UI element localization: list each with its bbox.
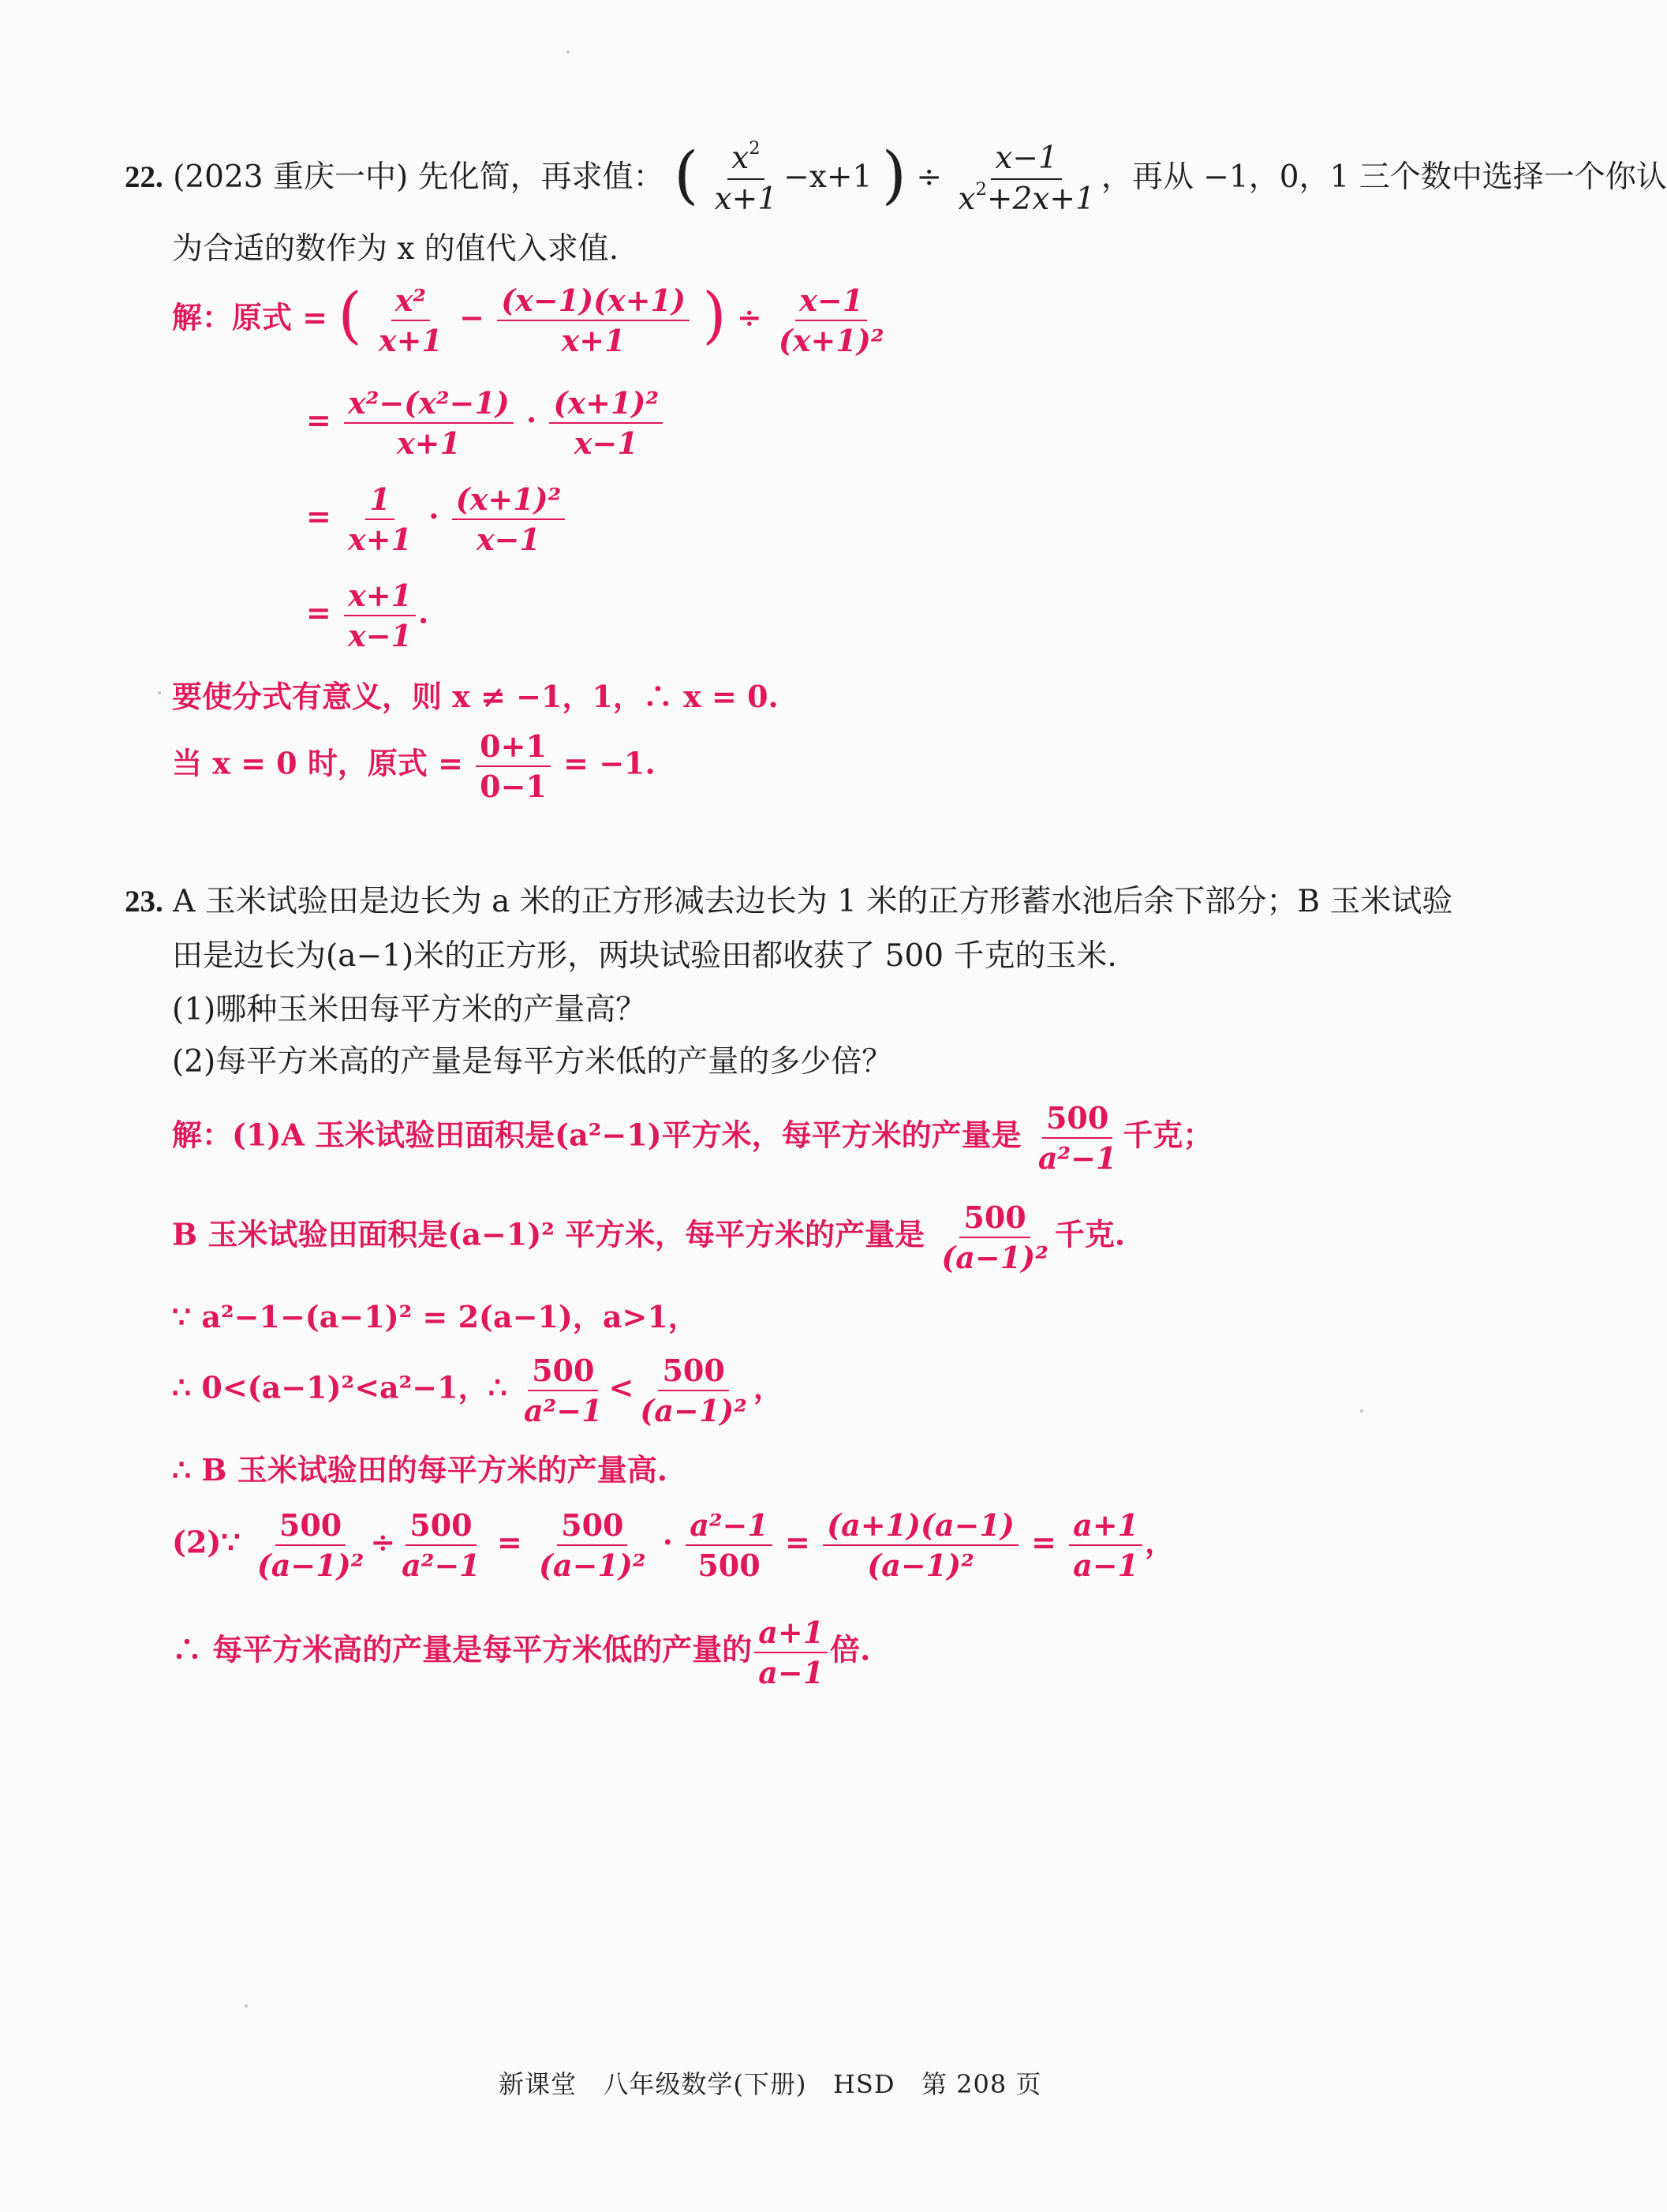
fraction: $\frac{500}{\text{(a−1)²}}$ (941, 1200, 1048, 1276)
question-23-line-2: 田是边长为(a−1)米的正方形，两块试验田都收获了 500 千克的玉米. (172, 938, 1117, 974)
solution-22-line-3 (306, 483, 567, 556)
solution-22-line-6 (172, 730, 656, 803)
equals-sign: = (306, 594, 331, 631)
fraction: $\frac{x+1}{x-1}$ (344, 579, 416, 652)
question-number: 23. (125, 885, 163, 919)
equals-sign: = (1031, 1524, 1056, 1560)
text: 解：(1)A 玉米试验田面积是(a²−1)平方米，每平方米的产量是 (172, 1117, 1022, 1153)
paren-left: ( (674, 138, 699, 212)
question-number: 22. (125, 160, 163, 195)
page-speck (158, 691, 161, 694)
solution-23-line-5: ∴ B 玉米试验田的每平方米的产量高. (172, 1452, 667, 1488)
page-speck (1360, 1409, 1363, 1413)
text: 千克； (1123, 1117, 1213, 1153)
fraction-x-minus-1-over-quadratic: $\frac{x-1}{x^2+2x+1}$ (958, 140, 1095, 218)
page-footer: 新课堂 八年级数学(下册) HSD 第 208 页 (499, 2069, 1042, 2099)
less-than: < (608, 1369, 634, 1405)
question-23-line-1 (125, 886, 1452, 917)
text: 当 x = 0 时，原式 = (172, 745, 463, 781)
text: 倍. (830, 1631, 871, 1667)
fraction: $\frac{\text{(x+1)²}}{x-1}$ (549, 387, 663, 459)
text: (2)∵ (172, 1524, 241, 1560)
fraction: $\frac{(x-1)(x+1)}{x+1}$ (497, 284, 690, 357)
solution-22-line-2 (306, 385, 665, 462)
divide-sign: ÷ (916, 159, 943, 196)
fraction: $\frac{500}{\text{(a−1)²}}$ (539, 1507, 646, 1584)
fraction: $\frac{0+1}{0-1}$ (476, 730, 551, 803)
fraction-x2-over-x-plus-1: $\frac{x^2}{x+1}$ (714, 137, 778, 218)
dot-sign: · (526, 402, 537, 438)
solution-22-line-4 (306, 579, 428, 652)
divide-sign: ÷ (370, 1524, 396, 1560)
text: ， (753, 1369, 783, 1405)
paren-right: ) (702, 280, 727, 352)
paren-right: ) (881, 138, 906, 212)
fraction: $\frac{1}{x+1}$ (348, 481, 413, 558)
solution-23-line-2 (172, 1201, 1125, 1274)
solution-23-line-1 (172, 1100, 1213, 1177)
fraction: $\frac{500}{\text{(a−1)²}}$ (256, 1507, 364, 1584)
page-speck (566, 51, 570, 54)
solution-22-line-5: 要使分式有意义，则 x ≠ −1，1，∴ x = 0. (172, 679, 779, 714)
fraction: $\frac{500}{\text{a²−1}}$ (524, 1353, 603, 1429)
solution-22-line-1 (172, 280, 890, 359)
text: ∴ 0<(a−1)²<a²−1，∴ (172, 1369, 507, 1405)
question-text: A 玉米试验田是边长为 a 米的正方形减去边长为 1 米的正方形蓄水池后余下部分；B 玉米试验 (173, 884, 1453, 919)
fraction: $\frac{500}{\text{a²−1}}$ (402, 1507, 480, 1584)
question-22-line-2: 为合适的数作为 x 的值代入求值. (172, 231, 619, 267)
fraction: $\frac{500}{\text{a²−1}}$ (1037, 1100, 1117, 1177)
equals-sign: = (785, 1524, 810, 1560)
minus-x-plus-1: −x+1 (783, 159, 873, 196)
solution-23-line-4 (172, 1354, 783, 1427)
fraction: $\frac{500}{\text{(a−1)²}}$ (640, 1353, 747, 1429)
solution-23-line-6 (172, 1507, 1175, 1584)
text: = −1. (563, 745, 656, 781)
solution-23-line-7 (172, 1616, 870, 1689)
minus-sign: − (459, 299, 484, 335)
text: 千克. (1054, 1216, 1126, 1252)
dot-sign: · (428, 498, 439, 534)
fraction: $\frac{\text{x²−(x²−1)}}{x+1}$ (344, 387, 514, 459)
fraction: $\frac{\text{(x+1)²}}{x-1}$ (452, 483, 566, 556)
question-source: (2023 重庆一中) (173, 159, 409, 196)
question-intro: 先化简，再求值： (417, 159, 664, 196)
text: ， (1145, 1524, 1175, 1560)
fraction: $\frac{(a+1)(a-1)}{\text{(a−1)²}}$ (823, 1509, 1019, 1581)
fraction: $\frac{\text{x²}}{x+1}$ (378, 283, 443, 359)
paren-left: ( (338, 280, 362, 352)
solution-23-line-3: ∵ a²−1−(a−1)² = 2(a−1)，a>1， (172, 1299, 698, 1334)
fraction: $\frac{x-1}{\text{(x+1)²}}$ (778, 283, 884, 359)
solution-label: 解：原式 = (172, 299, 328, 335)
fraction: $\frac{a+1}{a-1}$ (754, 1616, 828, 1689)
text: B 玉米试验田面积是(a−1)² 平方米，每平方米的产量是 (172, 1216, 925, 1252)
dot-sign: · (662, 1524, 674, 1560)
equals-sign: = (496, 1524, 522, 1560)
fraction: $\frac{a+1}{a-1}$ (1069, 1509, 1142, 1581)
page-speck (245, 2004, 248, 2008)
equals-sign: = (306, 498, 331, 534)
question-23-part-1: (1)哪种玉米田每平方米的产量高？ (172, 992, 647, 1027)
period: . (418, 594, 429, 631)
question-22-line-1 (125, 137, 1667, 218)
divide-sign: ÷ (736, 299, 762, 335)
question-23-part-2: (2)每平方米高的产量是每平方米低的产量的多少倍？ (172, 1044, 893, 1080)
fraction: $\frac{\text{a²−1}}{500}$ (686, 1509, 772, 1581)
question-after: ，再从 −1，0，1 三个数中选择一个你认 (1101, 159, 1667, 196)
text: ∴ 每平方米高的产量是每平方米低的产量的 (172, 1631, 753, 1667)
equals-sign: = (306, 402, 331, 438)
